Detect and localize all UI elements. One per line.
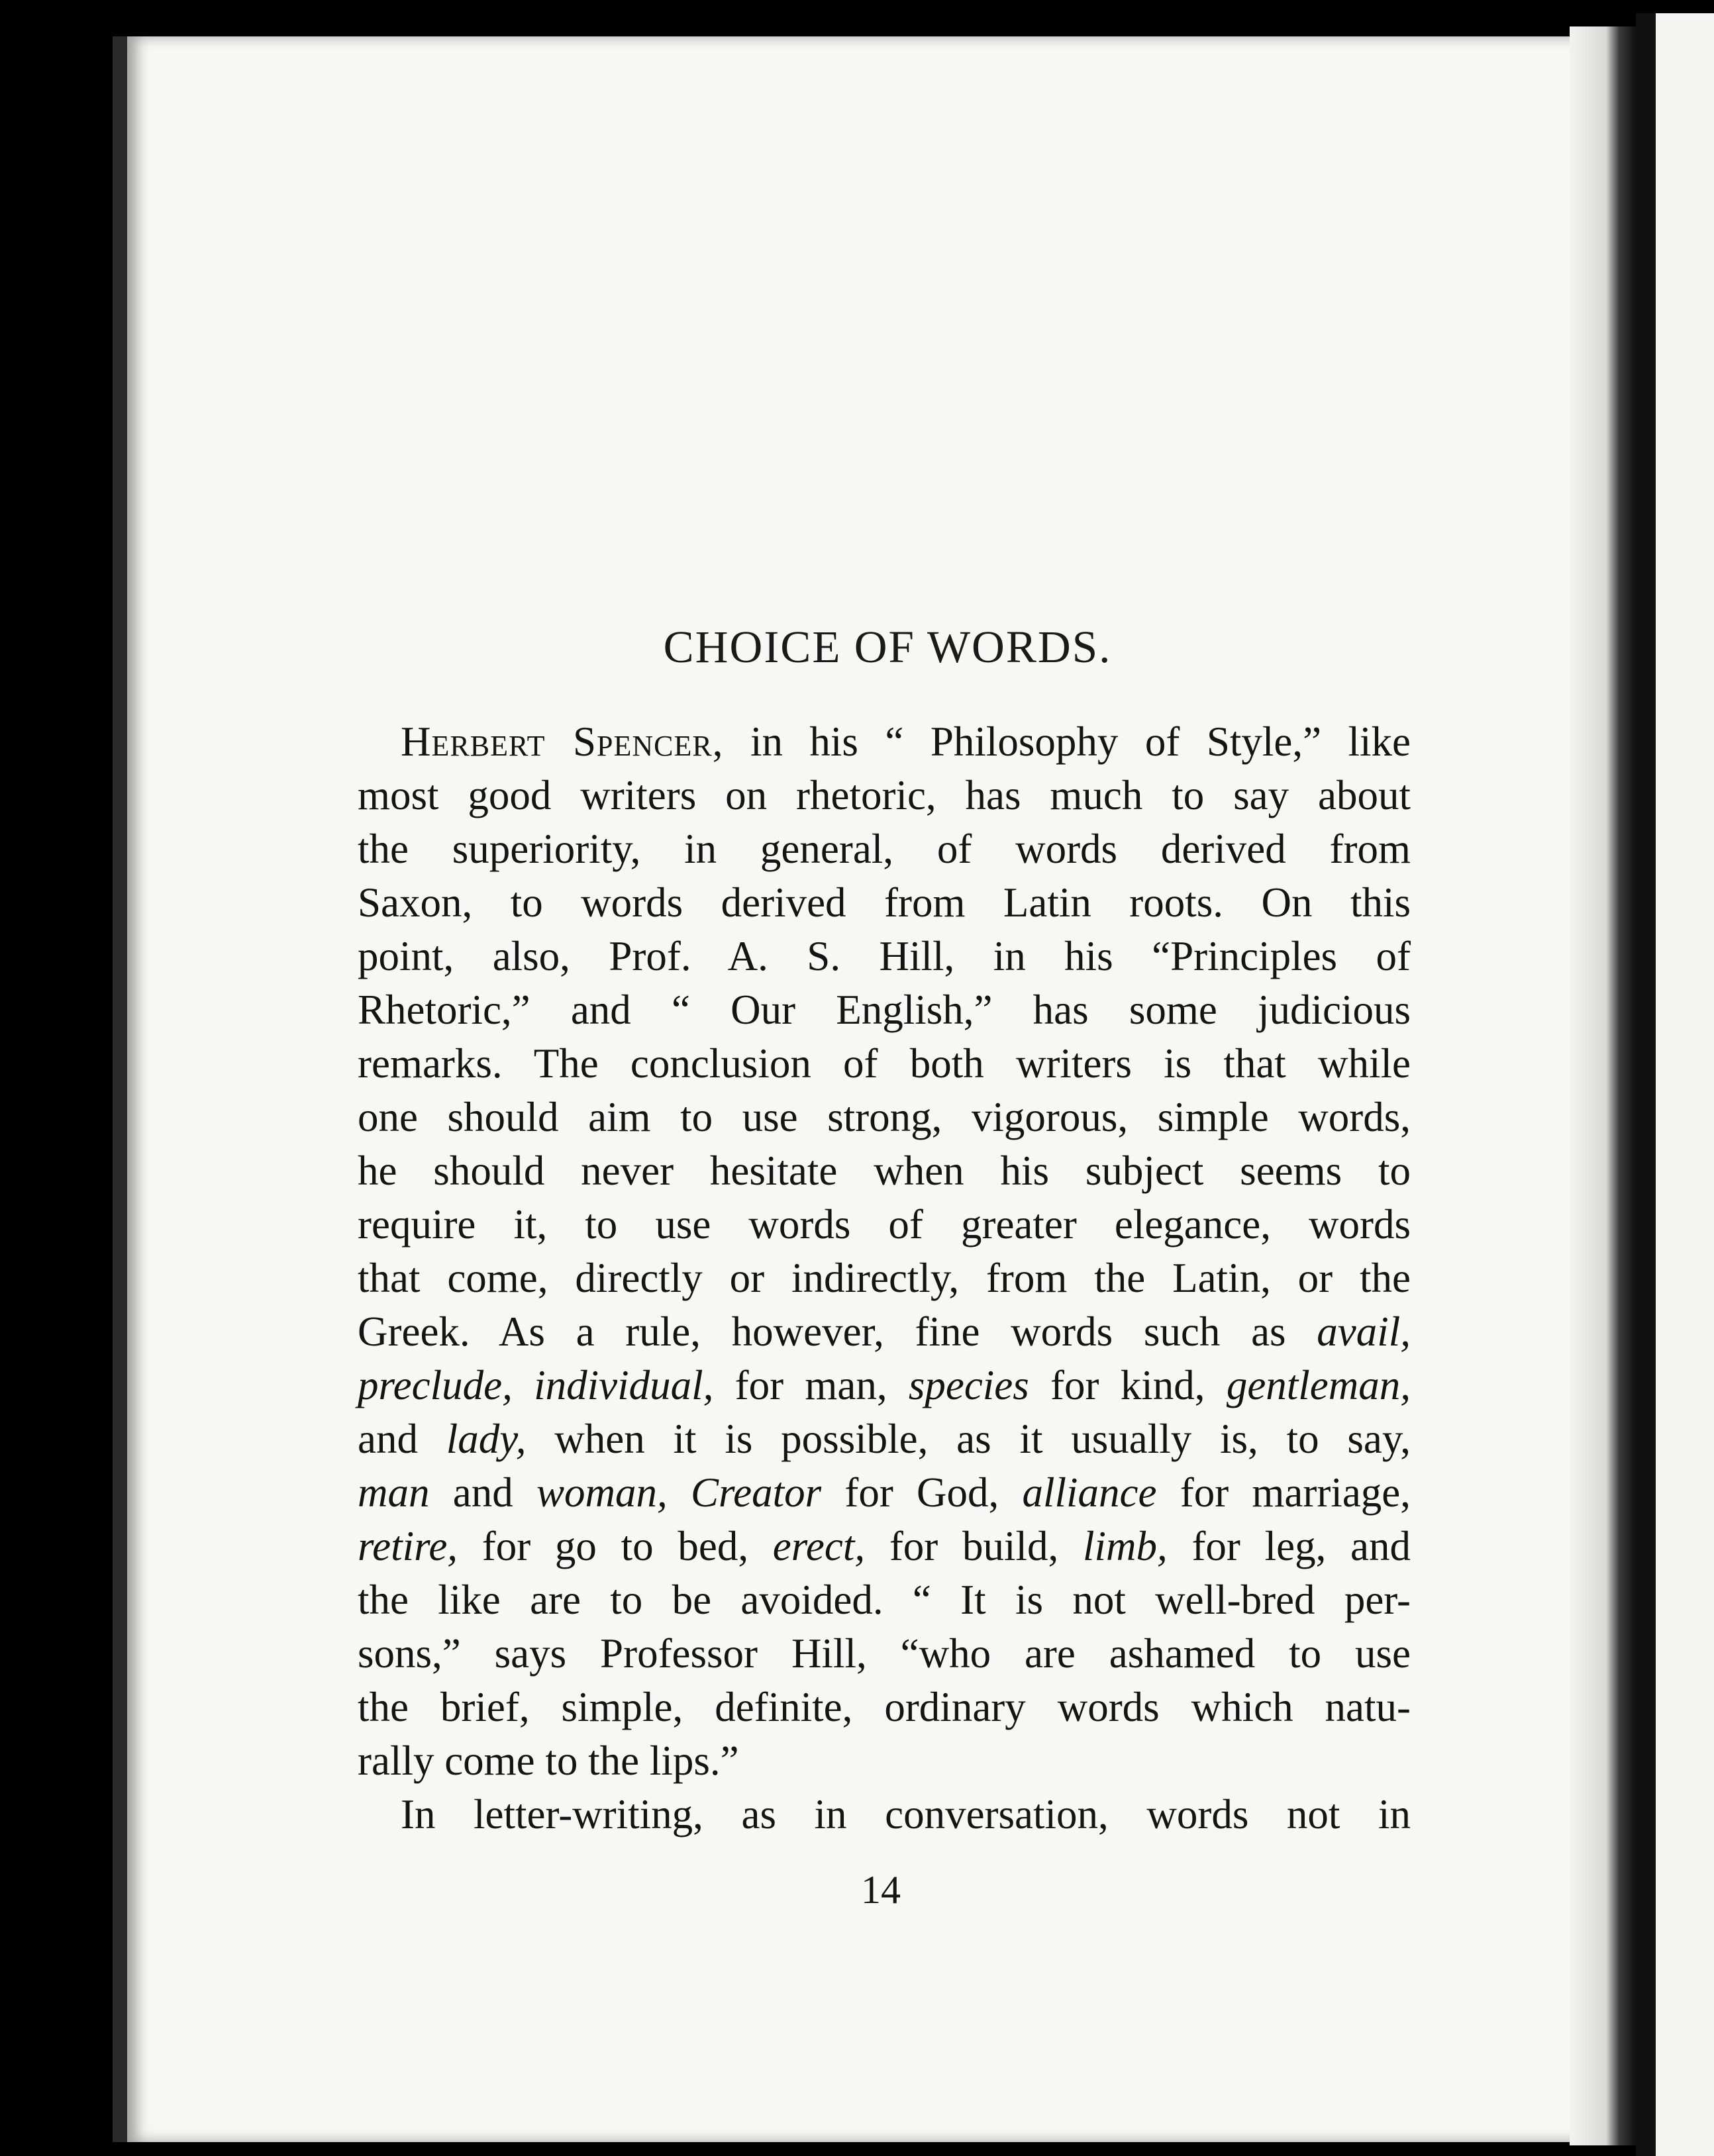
text-run: for kind, (1029, 1362, 1227, 1408)
italic-word: lady, (446, 1416, 527, 1462)
text-run: require it, to use words of greater elegance, words (358, 1201, 1411, 1248)
text-line (358, 822, 1411, 876)
italic-word: alliance (1022, 1469, 1157, 1516)
text-line (358, 1037, 1411, 1091)
text-line (358, 1788, 1411, 1841)
small-caps-name: Herbert Spencer, (401, 718, 724, 765)
text-line (358, 715, 1411, 769)
italic-word: preclude, (358, 1362, 513, 1408)
page-number: 14 (861, 1868, 901, 1912)
page-edge (1570, 26, 1636, 2145)
text-run: and (429, 1469, 536, 1516)
text-line (358, 769, 1411, 822)
text-line (358, 983, 1411, 1037)
text-run: for build, (865, 1523, 1083, 1569)
text-run: In letter-writing, as in conversation, words not in (401, 1791, 1411, 1838)
text-run: for God, (821, 1469, 1023, 1516)
text-run: for leg, and (1167, 1523, 1411, 1569)
italic-word: woman, (536, 1469, 668, 1516)
text-line (358, 1091, 1411, 1144)
facing-page-edge (1636, 13, 1714, 2156)
text-run: Greek. As a rule, however, fine words such as (358, 1308, 1317, 1355)
text-run (513, 1362, 534, 1408)
chapter-heading: CHOICE OF WORDS. (663, 622, 1112, 672)
text-run: the brief, simple, definite, ordinary words which natu- (358, 1684, 1411, 1730)
text-run: one should aim to use strong, vigorous, simple words, (358, 1094, 1411, 1140)
italic-word: man (358, 1469, 430, 1516)
text-line (358, 1144, 1411, 1198)
text-line (358, 1734, 1411, 1788)
text-line (358, 1573, 1411, 1627)
text-line (358, 930, 1411, 983)
text-line (358, 1627, 1411, 1681)
text-run: for go to bed, (458, 1523, 773, 1569)
text-run: in his “ Philosophy of Style,” like (723, 718, 1411, 765)
text-run: rally come to the lips.” (358, 1738, 739, 1784)
text-run: the like are to be avoided. “ It is not well-bred per- (358, 1577, 1411, 1623)
text-run: for man, (713, 1362, 909, 1408)
text-line (358, 1305, 1411, 1359)
italic-word: retire, (358, 1523, 458, 1569)
text-run: the superiority, in general, of words derived from (358, 826, 1411, 872)
text-run: he should never hesitate when his subject seems to (358, 1148, 1411, 1194)
text-line (358, 1412, 1411, 1466)
text-line (358, 1681, 1411, 1734)
text-line (358, 1520, 1411, 1573)
text-run: and (358, 1416, 446, 1462)
italic-word: species (908, 1362, 1029, 1408)
text-run: sons,” says Professor Hill, “who are ashamed to use (358, 1630, 1411, 1677)
text-run: Saxon, to words derived from Latin roots. On this (358, 879, 1411, 926)
italic-word: erect, (772, 1523, 866, 1569)
italic-word: individual, (534, 1362, 714, 1408)
text-run: Rhetoric,” and “ Our English,” has some judicious (358, 987, 1411, 1033)
text-run: point, also, Prof. A. S. Hill, in his “Principles of (358, 933, 1411, 979)
italic-word: avail, (1317, 1308, 1411, 1355)
text-run: that come, directly or indirectly, from the Latin, or the (358, 1255, 1411, 1301)
text-run: for marriage, (1156, 1469, 1411, 1516)
italic-word: limb, (1082, 1523, 1168, 1569)
text-run (668, 1469, 691, 1516)
body-text (358, 715, 1411, 1841)
text-line (358, 1198, 1411, 1251)
text-run: remarks. The conclusion of both writers is that while (358, 1040, 1411, 1087)
text-run: when it is possible, as it usually is, to say, (526, 1416, 1411, 1462)
italic-word: Creator (690, 1469, 822, 1516)
text-run: most good writers on rhetoric, has much to say about (358, 772, 1411, 818)
text-line (358, 1251, 1411, 1305)
text-line (358, 1359, 1411, 1412)
text-line (358, 876, 1411, 930)
text-line (358, 1466, 1411, 1520)
italic-word: gentleman, (1226, 1362, 1411, 1408)
